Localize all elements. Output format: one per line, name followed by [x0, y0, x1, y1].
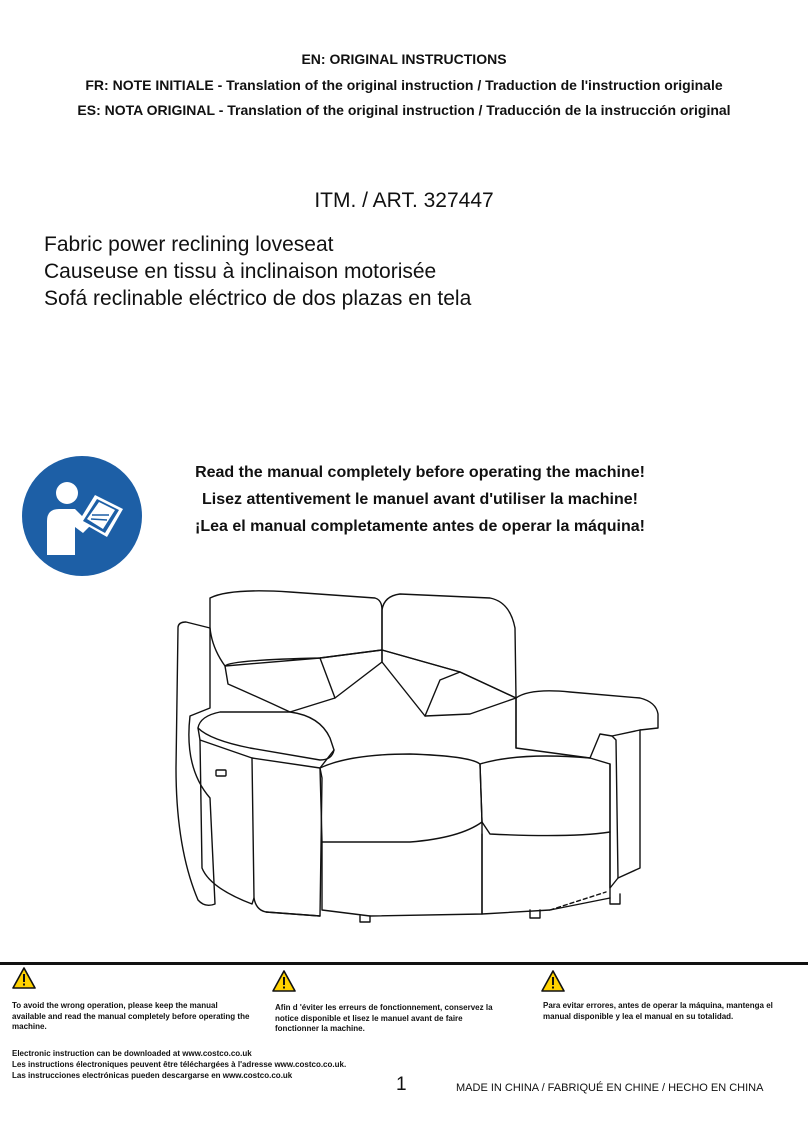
- page-number: 1: [396, 1074, 407, 1095]
- download-es: Las instrucciones electrónicas pueden descargarse en www.costco.co.uk: [12, 1071, 293, 1080]
- product-name-fr: Causeuse en tissu à inclinaison motorisée: [44, 260, 437, 283]
- header-fr: FR: NOTE INITIALE - Translation of the original instruction / Traduction de l'instruction originale: [85, 77, 723, 93]
- read-manual-es: ¡Lea el manual completamente antes de operar la máquina!: [195, 518, 645, 535]
- warning-triangle-icon: [541, 970, 565, 992]
- loveseat-illustration: [170, 588, 670, 928]
- warning-text-en: To avoid the wrong operation, please keep the manual available and read the manual completely before operating the machine.: [12, 1001, 250, 1031]
- download-en: Electronic instruction can be downloaded at www.costco.co.uk: [12, 1049, 252, 1058]
- read-manual-en: Read the manual completely before operating the machine!: [195, 464, 645, 481]
- warning-triangle-icon: [272, 970, 296, 992]
- made-in: MADE IN CHINA / FABRIQUÉ EN CHINE / HECHO EN CHINA: [456, 1082, 764, 1094]
- read-manual-icon: [21, 455, 143, 577]
- header-es: ES: NOTA ORIGINAL - Translation of the original instruction / Traducción de la instrucción original: [77, 102, 731, 118]
- warning-text-fr: Afin d 'éviter les erreurs de fonctionnement, conservez la notice disponible et lisez le manuel avant de faire fonctionner la machine.: [275, 1003, 493, 1033]
- item-number: ITM. / ART. 327447: [314, 189, 494, 212]
- warning-triangle-icon: [12, 967, 36, 989]
- divider: [0, 962, 808, 965]
- read-manual-fr: Lisez attentivement le manuel avant d'utiliser la machine!: [202, 491, 638, 508]
- header-en: EN: ORIGINAL INSTRUCTIONS: [301, 51, 507, 67]
- download-fr: Les instructions électroniques peuvent être téléchargées à l'adresse www.costco.co.uk.: [12, 1060, 347, 1069]
- product-name-es: Sofá reclinable eléctrico de dos plazas en tela: [44, 287, 472, 310]
- warning-text-es: Para evitar errores, antes de operar la máquina, mantenga el manual disponible y lea el manual en su totalidad.: [543, 1001, 773, 1021]
- product-name-en: Fabric power reclining loveseat: [44, 233, 334, 256]
